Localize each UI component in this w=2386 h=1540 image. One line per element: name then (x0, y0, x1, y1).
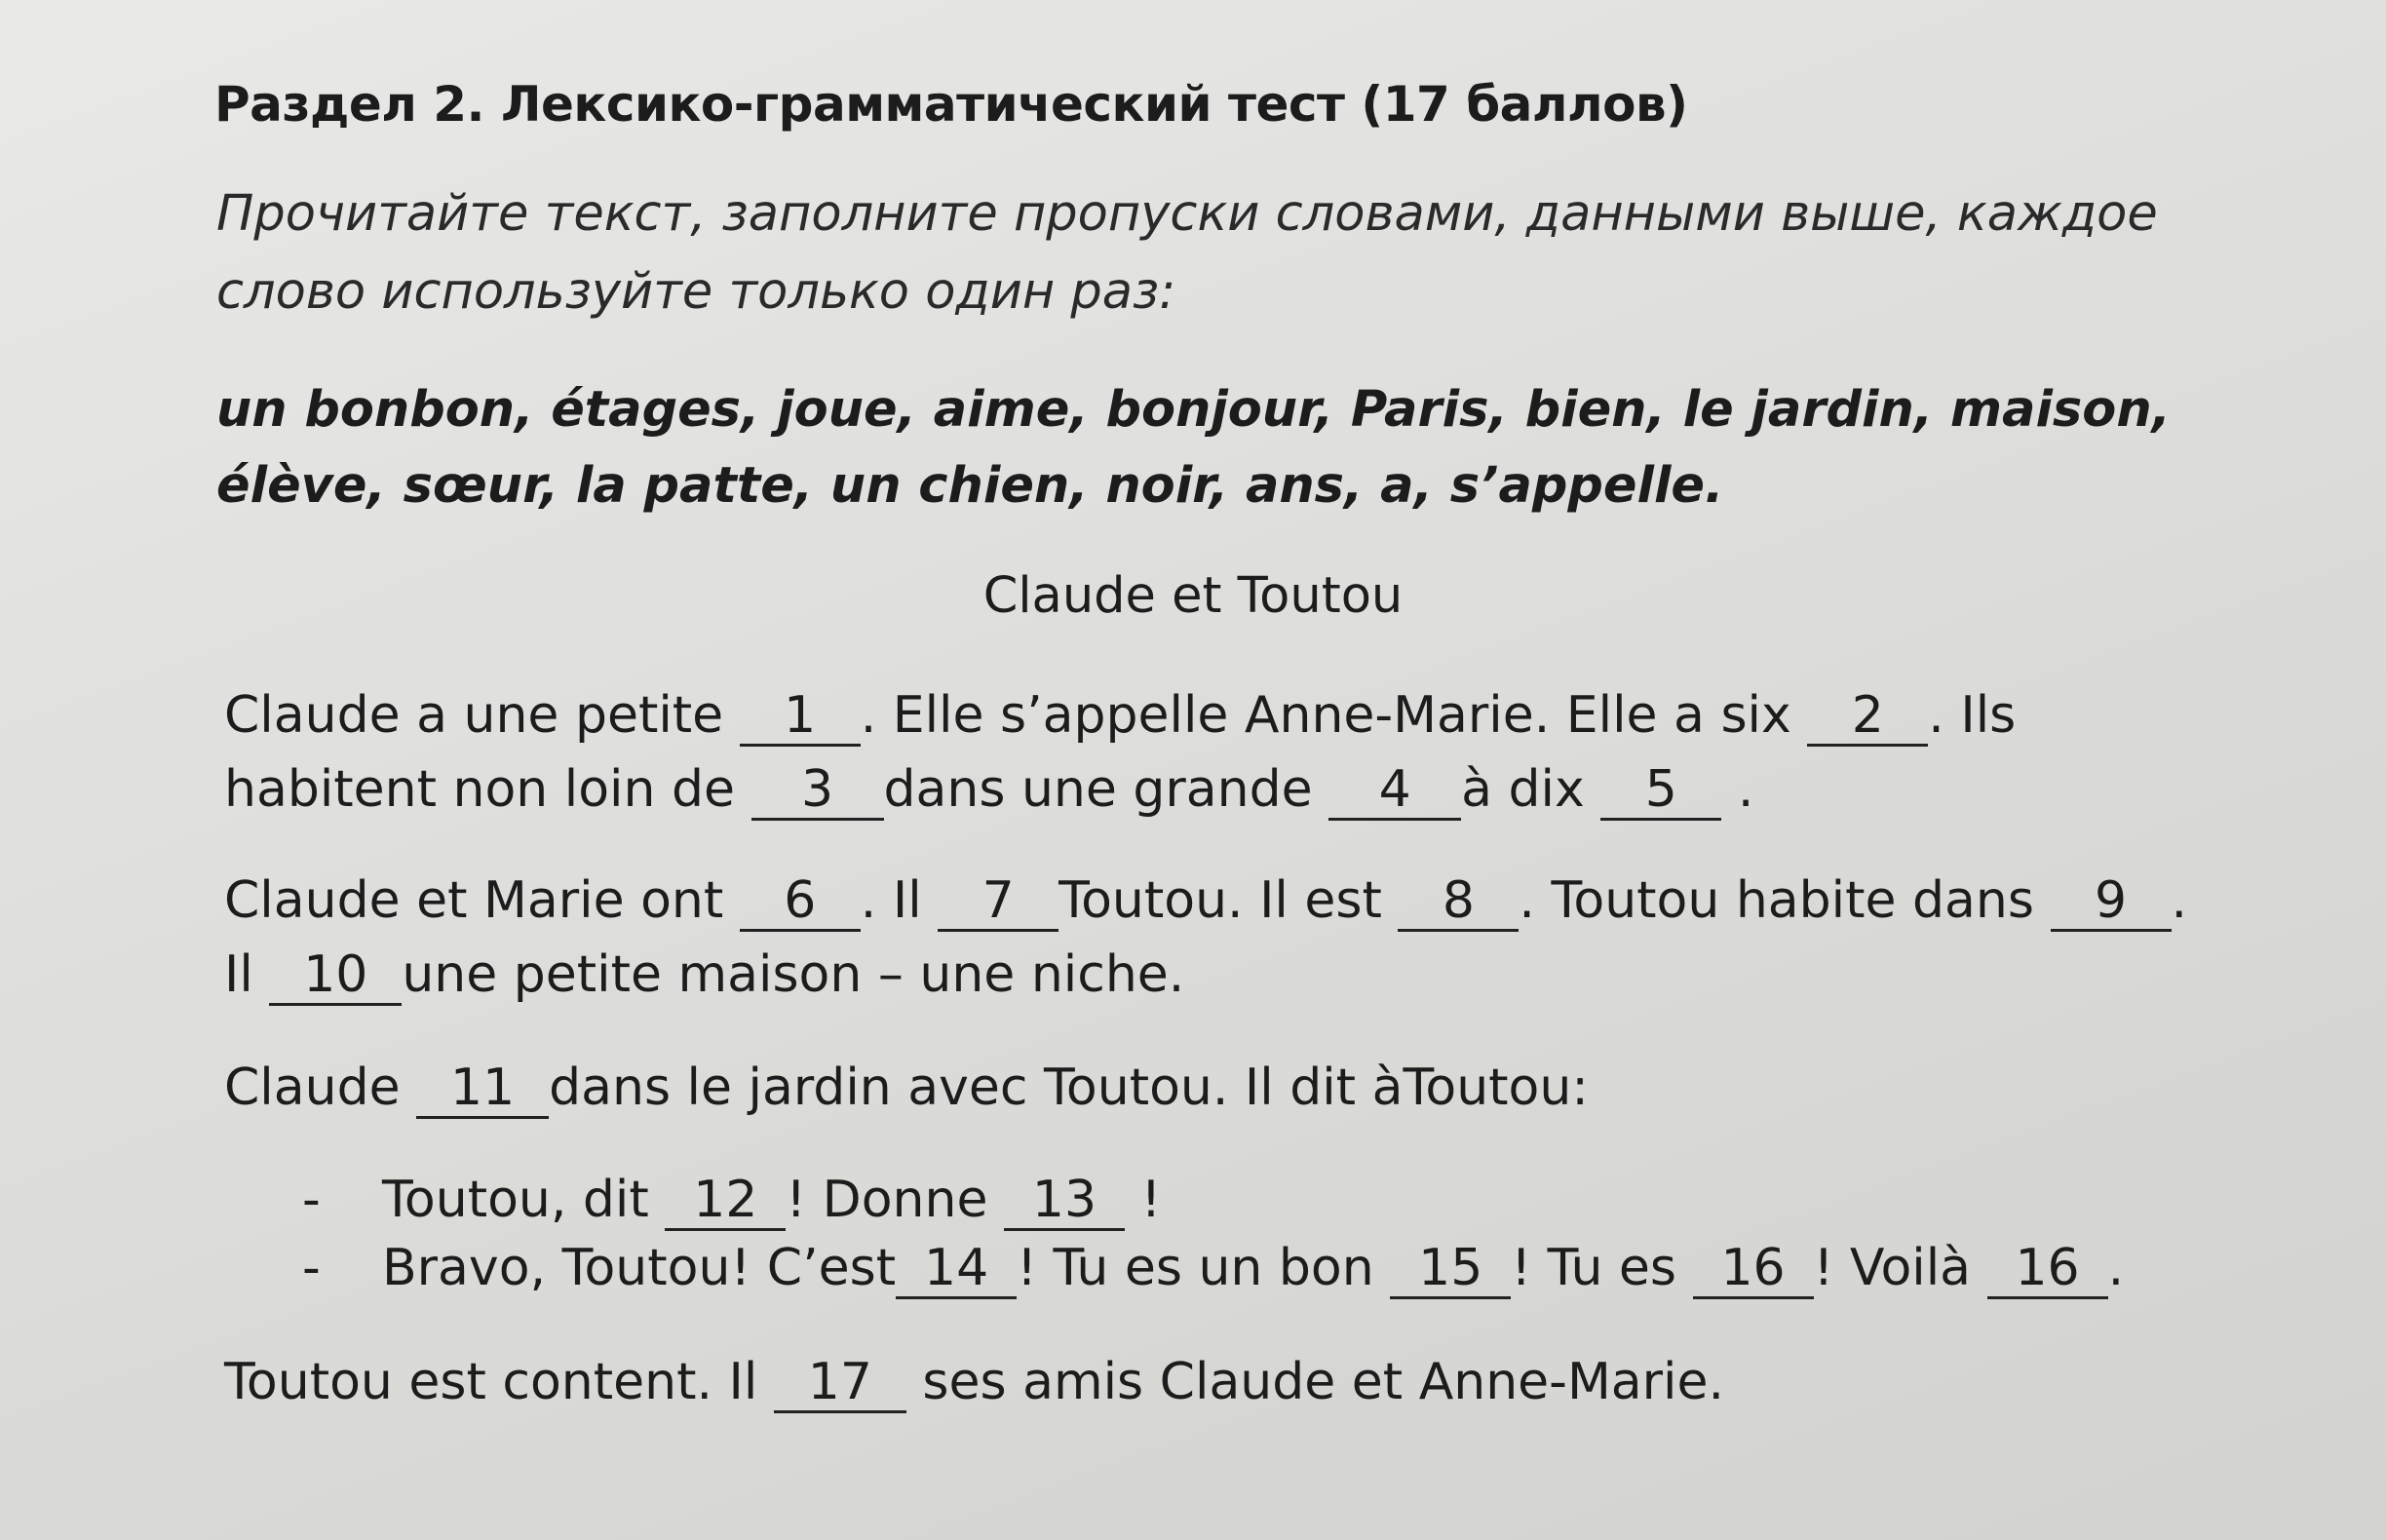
instruction-text: Прочитайте текст, заполните пропуски словами, данными выше, каждое слово используйте только один раз: (216, 185, 2158, 321)
blank-5[interactable]: 5 (1600, 761, 1721, 821)
word-bank: un bonbon, étages, joue, aime, bonjour, Paris, bien, le jardin, maison, élève, sœur, la patte, un chien, noir, ans, a, s’appelle. (216, 381, 2172, 515)
blank-11[interactable]: 11 (416, 1059, 549, 1119)
text: dans une grande (883, 760, 1329, 819)
paragraph-3 (224, 1051, 2222, 1125)
text: Toutou. Il est (1058, 871, 1399, 930)
blank-17[interactable]: 17 (774, 1354, 906, 1413)
dialogue-line-2 (302, 1234, 2213, 1302)
blank-12[interactable]: 12 (665, 1172, 786, 1231)
text: . Il (860, 871, 939, 930)
blank-4[interactable]: 4 (1328, 761, 1461, 821)
text: ! Donne (786, 1171, 1004, 1229)
text: . (1721, 760, 1754, 819)
paragraph-1 (224, 678, 2222, 827)
text: . Elle s’appelle Anne-Marie. Elle a six (860, 686, 1808, 745)
dialogue-line-1 (302, 1166, 2213, 1234)
blank-10[interactable]: 10 (269, 946, 402, 1006)
text: une petite maison – une niche. (402, 945, 1185, 1004)
text: Toutou est content. Il (224, 1353, 774, 1411)
blank-6[interactable]: 6 (740, 872, 861, 932)
blank-14[interactable]: 14 (896, 1240, 1017, 1299)
text: à dix (1461, 760, 1601, 819)
blank-1[interactable]: 1 (740, 687, 861, 747)
paragraph-2 (224, 864, 2222, 1012)
text: ! Tu es un bon (1017, 1239, 1391, 1297)
blank-2[interactable]: 2 (1807, 687, 1928, 747)
blank-16b[interactable]: 16 (1987, 1240, 2108, 1299)
dialogue-list (302, 1166, 2213, 1302)
text: dans le jardin avec Toutou. Il dit àToutou: (549, 1059, 1589, 1117)
text: Toutou, dit (382, 1171, 666, 1229)
section-heading: Раздел 2. Лексико-грамматический тест (17 баллов) (214, 76, 1688, 133)
blank-13[interactable]: 13 (1004, 1172, 1125, 1231)
story-title: Claude et Toutou (982, 567, 1404, 625)
text: Claude a une petite (224, 686, 740, 745)
text: . Il (224, 871, 2188, 1004)
dash-bullet: - (302, 1171, 321, 1229)
blank-15[interactable]: 15 (1390, 1240, 1511, 1299)
text: . Ils habitent non loin de (224, 686, 2017, 819)
blank-8[interactable]: 8 (1398, 872, 1519, 932)
blank-7[interactable]: 7 (938, 872, 1058, 932)
paragraph-4 (224, 1345, 2222, 1419)
text: . (2107, 1239, 2125, 1297)
text: ses amis Claude et Anne-Marie. (905, 1353, 1725, 1411)
text: . Toutou habite dans (1519, 871, 2051, 930)
text: ! Tu es (1511, 1239, 1693, 1297)
text: Bravo, Toutou! C’est (382, 1239, 897, 1297)
blank-16a[interactable]: 16 (1693, 1240, 1814, 1299)
dash-bullet: - (302, 1239, 321, 1297)
blank-9[interactable]: 9 (2051, 872, 2172, 932)
blank-3[interactable]: 3 (751, 761, 884, 821)
text: ! (1124, 1171, 1162, 1229)
text: Claude (224, 1059, 417, 1117)
text: Claude et Marie ont (224, 871, 740, 930)
text: ! Voilà (1813, 1239, 1987, 1297)
